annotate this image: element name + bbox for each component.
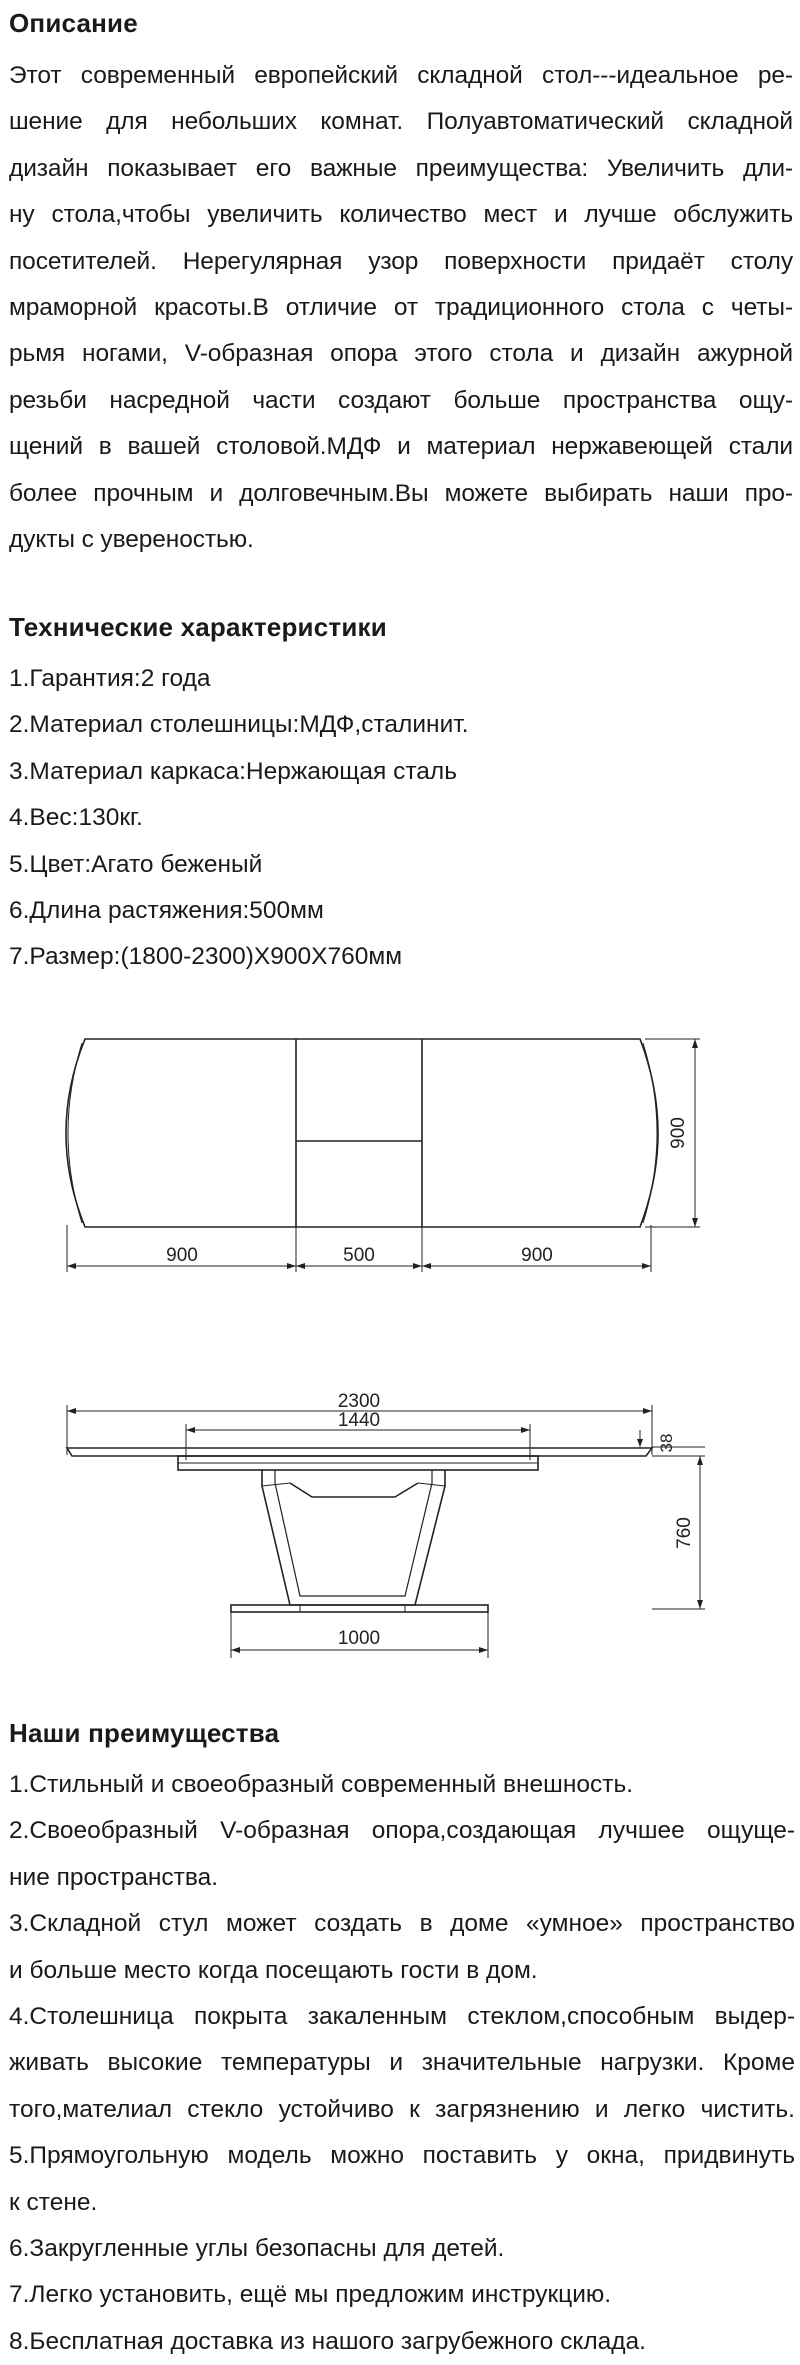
advantage-item <box>9 1994 795 2133</box>
description-line: посетителей. Нерегулярная узор поверхности придаёт столу <box>9 247 793 275</box>
dim-right-label: 900 <box>521 1245 553 1266</box>
description-line: мраморной красоты.В отличие от традиционного стола с четы- <box>9 294 793 322</box>
advantages-heading: Наши преимущества <box>9 1718 280 1748</box>
description-line: ну стола,чтобы увеличить количество мест и лучше обслужить <box>9 201 793 229</box>
advantage-item <box>9 2226 795 2272</box>
advantage-line: живать высокие температуры и значительные нагрузки. Кроме <box>9 2049 795 2077</box>
dim-height-label: 760 <box>674 1517 695 1549</box>
advantage-line: 1.Стильный и своеобразный современный внешность. <box>9 1771 634 1798</box>
advantage-line: и больше место когда посещають гости в дом. <box>9 1956 538 1984</box>
advantage-item <box>9 2272 795 2318</box>
dim-depth-label: 900 <box>668 1117 689 1149</box>
description-line: щений в вашей столовой.МДФ и материал нержавеющей стали <box>9 433 793 461</box>
specs-heading: Технические характеристики <box>9 612 387 642</box>
specs-list <box>9 656 795 981</box>
advantage-item <box>9 1762 795 1808</box>
table-side-view-drawing <box>0 1390 800 1690</box>
spec-item: 4.Вес:130кг. <box>9 804 143 832</box>
dim-base-label: 1000 <box>337 1628 381 1649</box>
description-line: рьмя ногами, V-образная опора этого стола и дизайн ажурной <box>9 340 793 368</box>
advantage-line: 7.Легко установить, ещё мы предложим инструкцию. <box>9 2281 612 2309</box>
advantage-line: 4.Столешница покрыта закаленным стеклом,способным выдер- <box>9 2003 795 2031</box>
description-line: Этот современный европейский складной стол---идеальное ре- <box>9 62 793 89</box>
spec-item: 5.Цвет:Агато беженый <box>9 850 263 878</box>
advantage-line: 8.Бесплатная доставка из нашого загрубежного склада. <box>9 2327 646 2355</box>
dim-total-label: 2300 <box>337 1391 381 1412</box>
description-line: резьби насредной части создают больше пространства ощу- <box>9 386 793 414</box>
advantage-item <box>9 1901 795 1994</box>
advantage-item <box>9 1808 795 1901</box>
spec-item: 1.Гарантия:2 года <box>9 665 211 692</box>
description-line: шение для небольших комнат. Полуавтоматический складной <box>9 108 793 136</box>
description-heading: Описание <box>9 8 138 38</box>
spec-item: 2.Материал столешницы:МДФ,сталинит. <box>9 711 469 739</box>
description-line: дизайн показывает его важные преимущества: Увеличить дли- <box>9 154 793 182</box>
description-line: дукты с увереностью. <box>9 526 254 554</box>
description-text <box>9 53 793 563</box>
advantage-line: того,мателиал стекло устойчиво к загрязнению и легко чистить. <box>9 2095 795 2123</box>
advantage-line: 5.Прямоугольную модель можно поставить у окна, придвинуть <box>9 2142 795 2170</box>
advantage-line: 6.Закругленные углы безопасны для детей. <box>9 2235 505 2263</box>
advantage-line: к стене. <box>9 2188 98 2216</box>
spec-item: 6.Длина растяжения:500мм <box>9 897 324 925</box>
dim-inner-label: 1440 <box>337 1410 381 1431</box>
dim-thickness-label: 38 <box>657 1433 676 1453</box>
advantages-list <box>9 1762 795 2365</box>
description-line: более прочным и долговечным.Вы можете выбирать наши про- <box>9 479 793 507</box>
advantage-line: 2.Своеобразный V-образная опора,создающая лучшее ощуще- <box>9 1817 795 1845</box>
advantage-item <box>9 2133 795 2226</box>
advantage-line: 3.Складной стул может создать в доме «умное» пространство <box>9 1910 795 1938</box>
dim-middle-label: 500 <box>343 1245 375 1266</box>
advantage-line: ние пространства. <box>9 1863 219 1891</box>
spec-item: 7.Размер:(1800-2300)X900X760мм <box>9 943 403 971</box>
dim-left-label: 900 <box>166 1245 198 1266</box>
advantage-item <box>9 2319 795 2365</box>
table-top-view-drawing <box>0 1020 800 1330</box>
spec-item: 3.Материал каркаса:Нержающая сталь <box>9 757 457 785</box>
